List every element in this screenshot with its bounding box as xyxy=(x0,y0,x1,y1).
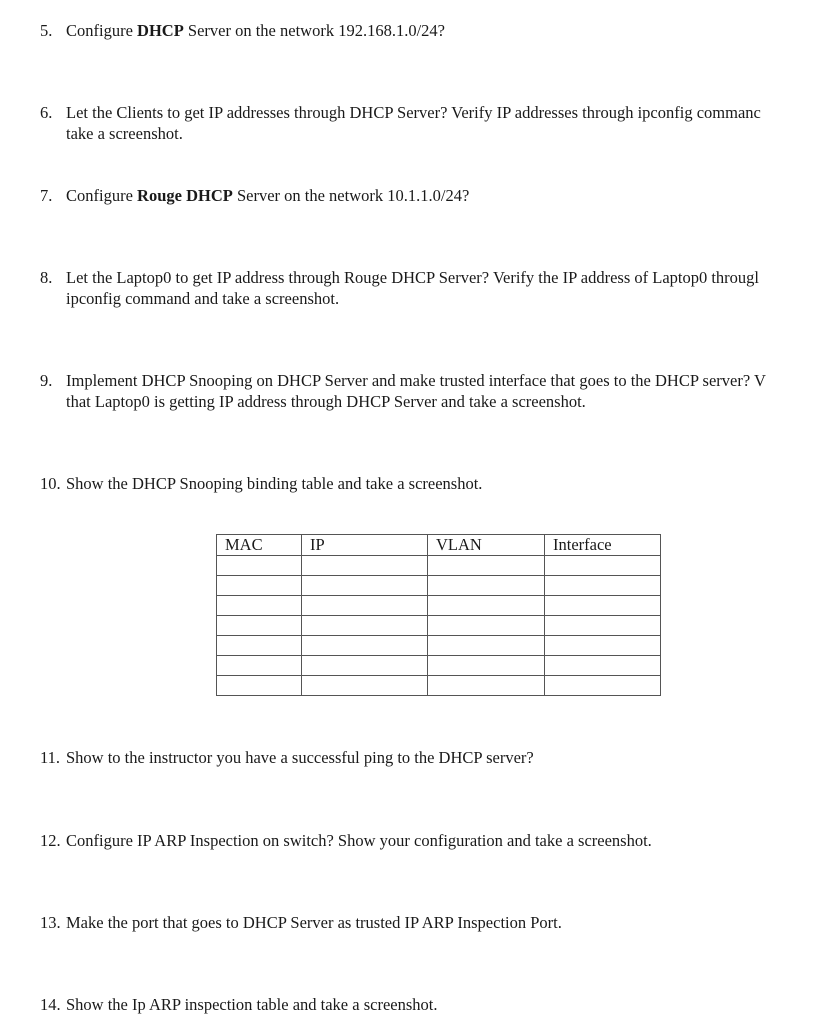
header-vlan: VLAN xyxy=(428,535,545,556)
table-cell xyxy=(428,556,545,576)
table-cell xyxy=(545,656,661,676)
question-text: Show the DHCP Snooping binding table and take a screenshot. xyxy=(66,474,483,493)
question-7 xyxy=(40,185,821,206)
question-11 xyxy=(40,747,821,768)
table-row xyxy=(217,676,661,696)
table-row xyxy=(217,616,661,636)
question-number: 13. xyxy=(40,913,61,932)
table-row xyxy=(217,576,661,596)
table-cell xyxy=(428,636,545,656)
table-cell xyxy=(217,636,302,656)
header-interface: Interface xyxy=(545,535,661,556)
question-text: Show the Ip ARP inspection table and take a screenshot. xyxy=(66,995,438,1014)
question-text: Configure IP ARP Inspection on switch? Show your configuration and take a screenshot. xyxy=(66,831,652,850)
table-cell xyxy=(217,556,302,576)
table-cell xyxy=(217,676,302,696)
question-6 xyxy=(40,102,821,144)
header-ip: IP xyxy=(302,535,428,556)
question-text-line1: Let the Laptop0 to get IP address through Rouge DHCP Server? Verify the IP address of Laptop0 througl xyxy=(66,268,760,287)
question-number: 12. xyxy=(40,831,61,850)
table-cell xyxy=(545,616,661,636)
question-number: 8. xyxy=(40,268,53,287)
table-cell xyxy=(545,676,661,696)
question-number: 11. xyxy=(40,748,61,767)
question-text-line2: that Laptop0 is getting IP address through DHCP Server and take a screenshot. xyxy=(66,392,586,411)
table-cell xyxy=(302,596,428,616)
question-12 xyxy=(40,830,821,851)
table-cell xyxy=(428,576,545,596)
question-number: 10. xyxy=(40,474,61,493)
question-5 xyxy=(40,20,821,41)
question-number: 6. xyxy=(40,103,53,122)
table-row xyxy=(217,556,661,576)
question-text-post: Server on the network 192.168.1.0/24? xyxy=(183,21,445,40)
question-10 xyxy=(40,473,821,494)
header-mac: MAC xyxy=(217,535,302,556)
table-header-row xyxy=(217,535,661,556)
table-cell xyxy=(302,676,428,696)
table-row xyxy=(217,636,661,656)
question-text-line1: Let the Clients to get IP addresses through DHCP Server? Verify IP addresses through ipconfig commanc xyxy=(66,103,761,122)
table-row xyxy=(217,656,661,676)
question-text-pre: Configure xyxy=(66,21,138,40)
question-14 xyxy=(40,994,821,1015)
question-text-line2: take a screenshot. xyxy=(66,124,183,143)
question-text-post: Server on the network 10.1.1.0/24? xyxy=(232,186,470,205)
table-cell xyxy=(545,556,661,576)
table-cell xyxy=(545,636,661,656)
table-cell xyxy=(302,636,428,656)
question-text-bold: Rouge DHCP xyxy=(137,186,233,205)
table-cell xyxy=(428,596,545,616)
table-cell xyxy=(428,656,545,676)
question-number: 7. xyxy=(40,186,53,205)
table-cell xyxy=(217,576,302,596)
table-cell xyxy=(302,576,428,596)
question-text: Make the port that goes to DHCP Server as trusted IP ARP Inspection Port. xyxy=(66,913,562,932)
table-cell xyxy=(217,656,302,676)
table-cell xyxy=(545,596,661,616)
table-cell xyxy=(302,556,428,576)
question-number: 14. xyxy=(40,995,61,1014)
table-cell xyxy=(302,616,428,636)
question-text-bold: DHCP xyxy=(137,21,184,40)
question-text-pre: Configure xyxy=(66,186,138,205)
question-number: 5. xyxy=(40,21,53,40)
table-cell xyxy=(302,656,428,676)
question-13 xyxy=(40,912,821,933)
table-row xyxy=(217,596,661,616)
table-cell xyxy=(217,616,302,636)
question-8 xyxy=(40,267,821,309)
question-number: 9. xyxy=(40,371,53,390)
table-cell xyxy=(217,596,302,616)
question-text: Show to the instructor you have a successful ping to the DHCP server? xyxy=(66,748,534,767)
question-text-line1: Implement DHCP Snooping on DHCP Server and make trusted interface that goes to the DHCP server? V xyxy=(66,371,766,390)
table-cell xyxy=(428,676,545,696)
question-text-line2: ipconfig command and take a screenshot. xyxy=(66,289,340,308)
dhcp-snooping-binding-table xyxy=(216,534,661,696)
table-cell xyxy=(428,616,545,636)
question-9 xyxy=(40,370,821,412)
table-cell xyxy=(545,576,661,596)
